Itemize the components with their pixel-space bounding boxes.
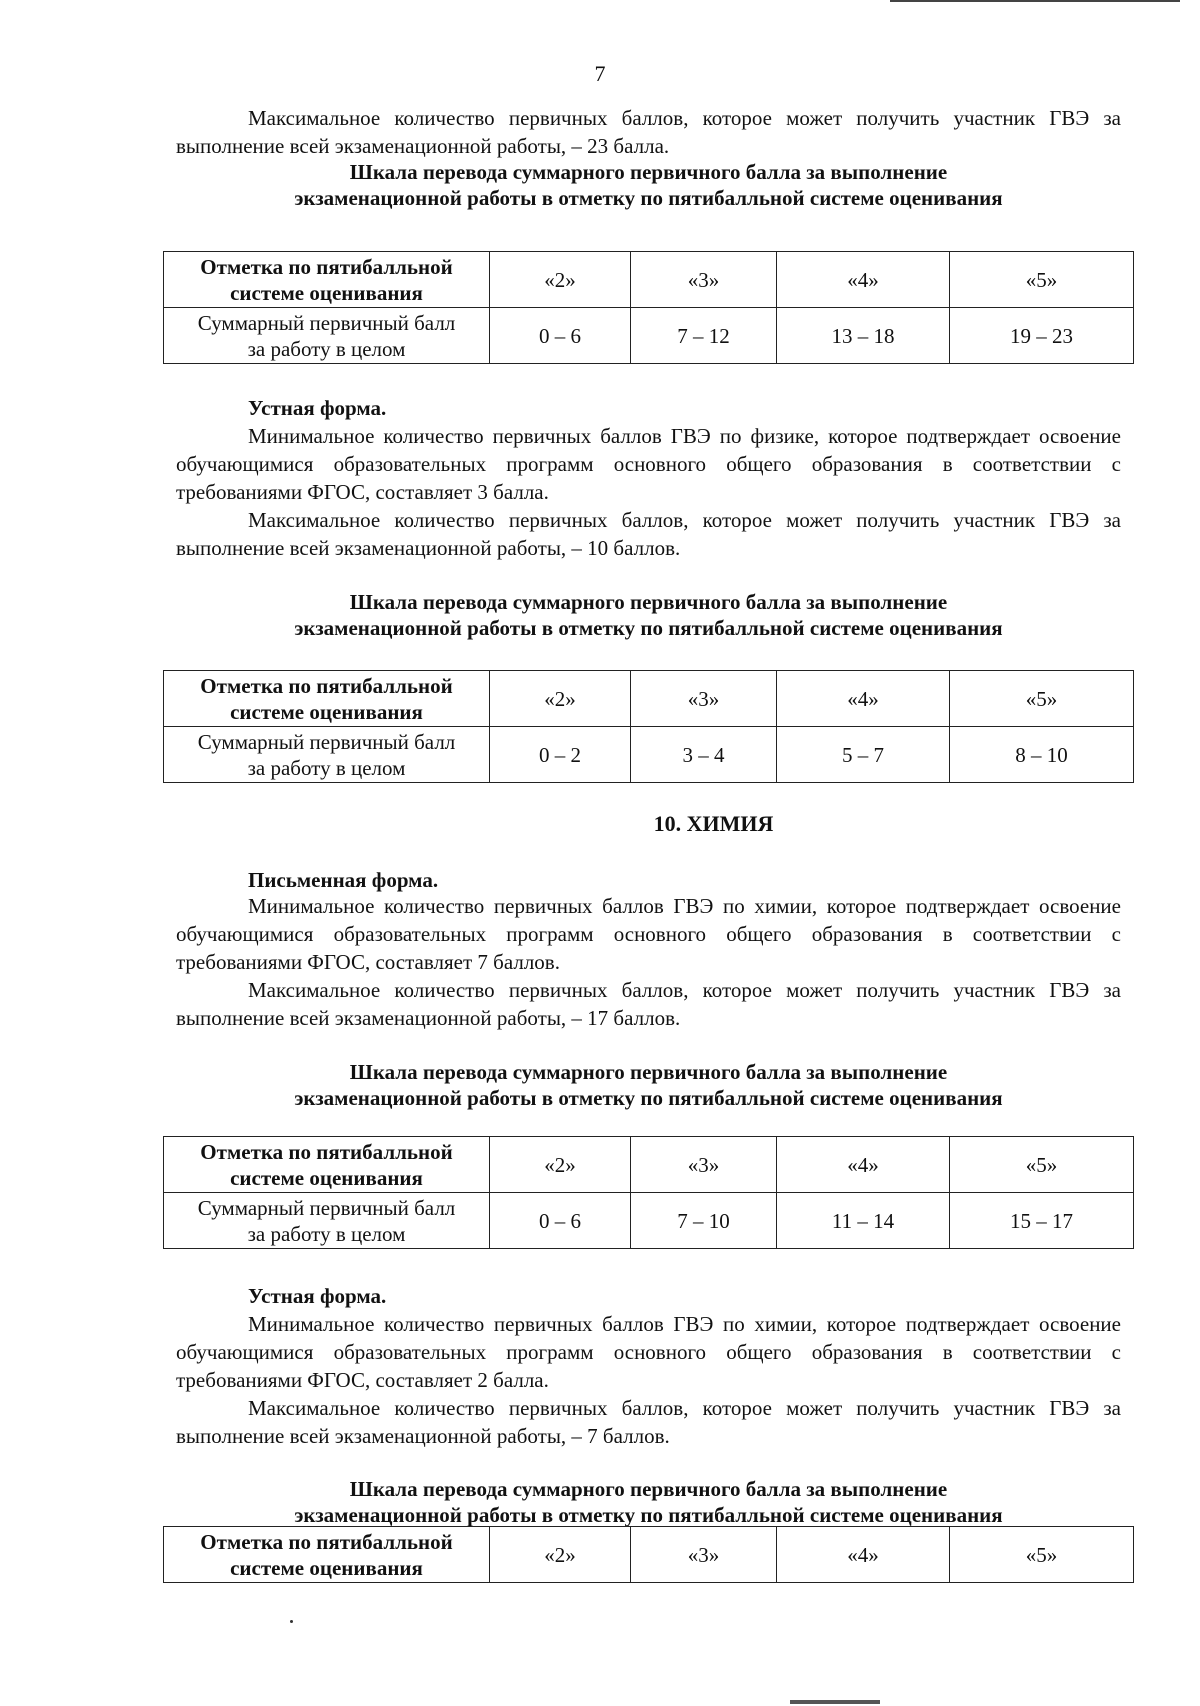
score-range-3: 7 – 12 (631, 308, 777, 364)
grade-3-cell: «3» (631, 252, 777, 308)
scale-heading-3-line2: экзаменационной работы в отметку по пятибалльной системе оценивания (294, 1086, 1003, 1110)
grade-5-cell: «5» (950, 1137, 1134, 1193)
grade-4-cell: «4» (777, 1527, 950, 1583)
scale-heading-4-line2: экзаменационной работы в отметку по пятибалльной системе оценивания (294, 1503, 1003, 1527)
grade-label-line2: системе оценивания (230, 699, 423, 724)
score-range-4: 13 – 18 (777, 308, 950, 364)
grade-label-line1: Отметка по пятибалльной (200, 673, 453, 698)
grade-3-cell: «3» (631, 1527, 777, 1583)
grade-4-cell: «4» (777, 671, 950, 727)
score-label-line1: Суммарный первичный балл (197, 310, 456, 335)
grade-4-cell: «4» (777, 1137, 950, 1193)
grade-5-cell: «5» (950, 1527, 1134, 1583)
paragraph-min-score-chemistry-oral: Минимальное количество первичных баллов ГВЭ по химии, которое подтверждает освоение обучающимися образовательных программ основного общего образования в соответствии с требованиями ФГОС, составляет 2 балла. (176, 1312, 1121, 1392)
subheading-oral-form-physics: Устная форма. (248, 396, 387, 420)
scan-speck (290, 1620, 293, 1623)
top-rule (890, 0, 1180, 2)
paragraph-max-score-chemistry-written: Максимальное количество первичных баллов, которое может получить участник ГВЭ за выполнение всей экзаменационной работы, – 17 баллов. (176, 978, 1121, 1030)
paragraph-min-score-physics-oral: Минимальное количество первичных баллов ГВЭ по физике, которое подтверждает освоение обучающимися образовательных программ основного общего образования в соответствии с требованиями ФГОС, составляет 3 балла. (176, 424, 1121, 504)
grade-label-line2: системе оценивания (230, 280, 423, 305)
grade-label-cell (164, 252, 490, 308)
score-range-4: 11 – 14 (777, 1193, 950, 1249)
score-range-2: 0 – 6 (490, 1193, 631, 1249)
paragraph-max-score-chemistry-oral: Максимальное количество первичных баллов, которое может получить участник ГВЭ за выполнение всей экзаменационной работы, – 7 баллов. (176, 1396, 1121, 1448)
score-label-line1: Суммарный первичный балл (197, 1195, 456, 1220)
grade-label-line1: Отметка по пятибалльной (200, 254, 453, 279)
grade-label-cell (164, 671, 490, 727)
grade-label-line2: системе оценивания (230, 1555, 423, 1580)
scale-heading-3-line1: Шкала перевода суммарного первичного балла за выполнение (349, 1060, 948, 1084)
grade-3-cell: «3» (631, 671, 777, 727)
score-label-line1: Суммарный первичный балл (197, 729, 456, 754)
score-range-4: 5 – 7 (777, 727, 950, 783)
scale-heading-2-line1: Шкала перевода суммарного первичного балла за выполнение (349, 590, 948, 614)
section-title-chemistry: 10. ХИМИЯ (653, 811, 774, 836)
scale-heading-4-line1: Шкала перевода суммарного первичного балла за выполнение (349, 1477, 948, 1501)
grade-table-4 (163, 1526, 1134, 1583)
score-range-5: 15 – 17 (950, 1193, 1134, 1249)
subheading-written-form-chemistry: Письменная форма. (248, 868, 439, 892)
grade-table-2 (163, 670, 1134, 783)
score-label-cell (164, 308, 490, 364)
score-range-2: 0 – 2 (490, 727, 631, 783)
subheading-oral-form-chemistry: Устная форма. (248, 1284, 387, 1308)
score-range-2: 0 – 6 (490, 308, 631, 364)
grade-2-cell: «2» (490, 1137, 631, 1193)
score-label-line2: за работу в целом (247, 336, 406, 361)
paragraph-max-score-physics-written: Максимальное количество первичных баллов, которое может получить участник ГВЭ за выполнение всей экзаменационной работы, – 23 балла. (176, 106, 1121, 158)
score-range-5: 19 – 23 (950, 308, 1134, 364)
grade-table-3 (163, 1136, 1134, 1249)
grade-2-cell: «2» (490, 252, 631, 308)
bottom-cut-mark (790, 1700, 880, 1704)
scale-heading-1-line2: экзаменационной работы в отметку по пятибалльной системе оценивания (294, 186, 1003, 210)
grade-label-line1: Отметка по пятибалльной (200, 1139, 453, 1164)
grade-table-1 (163, 251, 1134, 364)
grade-label-cell (164, 1527, 490, 1583)
scale-heading-1-line1: Шкала перевода суммарного первичного балла за выполнение (349, 160, 948, 184)
score-label-line2: за работу в целом (247, 755, 406, 780)
grade-label-cell (164, 1137, 490, 1193)
score-range-3: 3 – 4 (631, 727, 777, 783)
score-label-cell (164, 727, 490, 783)
score-range-3: 7 – 10 (631, 1193, 777, 1249)
grade-2-cell: «2» (490, 1527, 631, 1583)
grade-3-cell: «3» (631, 1137, 777, 1193)
grade-5-cell: «5» (950, 671, 1134, 727)
grade-4-cell: «4» (777, 252, 950, 308)
score-label-line2: за работу в целом (247, 1221, 406, 1246)
paragraph-max-score-physics-oral: Максимальное количество первичных баллов, которое может получить участник ГВЭ за выполнение всей экзаменационной работы, – 10 баллов. (176, 508, 1121, 560)
scale-heading-2-line2: экзаменационной работы в отметку по пятибалльной системе оценивания (294, 616, 1003, 640)
score-range-5: 8 – 10 (950, 727, 1134, 783)
grade-5-cell: «5» (950, 252, 1134, 308)
grade-2-cell: «2» (490, 671, 631, 727)
page-number: 7 (594, 61, 606, 86)
paragraph-min-score-chemistry-written: Минимальное количество первичных баллов ГВЭ по химии, которое подтверждает освоение обучающимися образовательных программ основного общего образования в соответствии с требованиями ФГОС, составляет 7 баллов. (176, 894, 1121, 974)
grade-label-line2: системе оценивания (230, 1165, 423, 1190)
score-label-cell (164, 1193, 490, 1249)
grade-label-line1: Отметка по пятибалльной (200, 1529, 453, 1554)
